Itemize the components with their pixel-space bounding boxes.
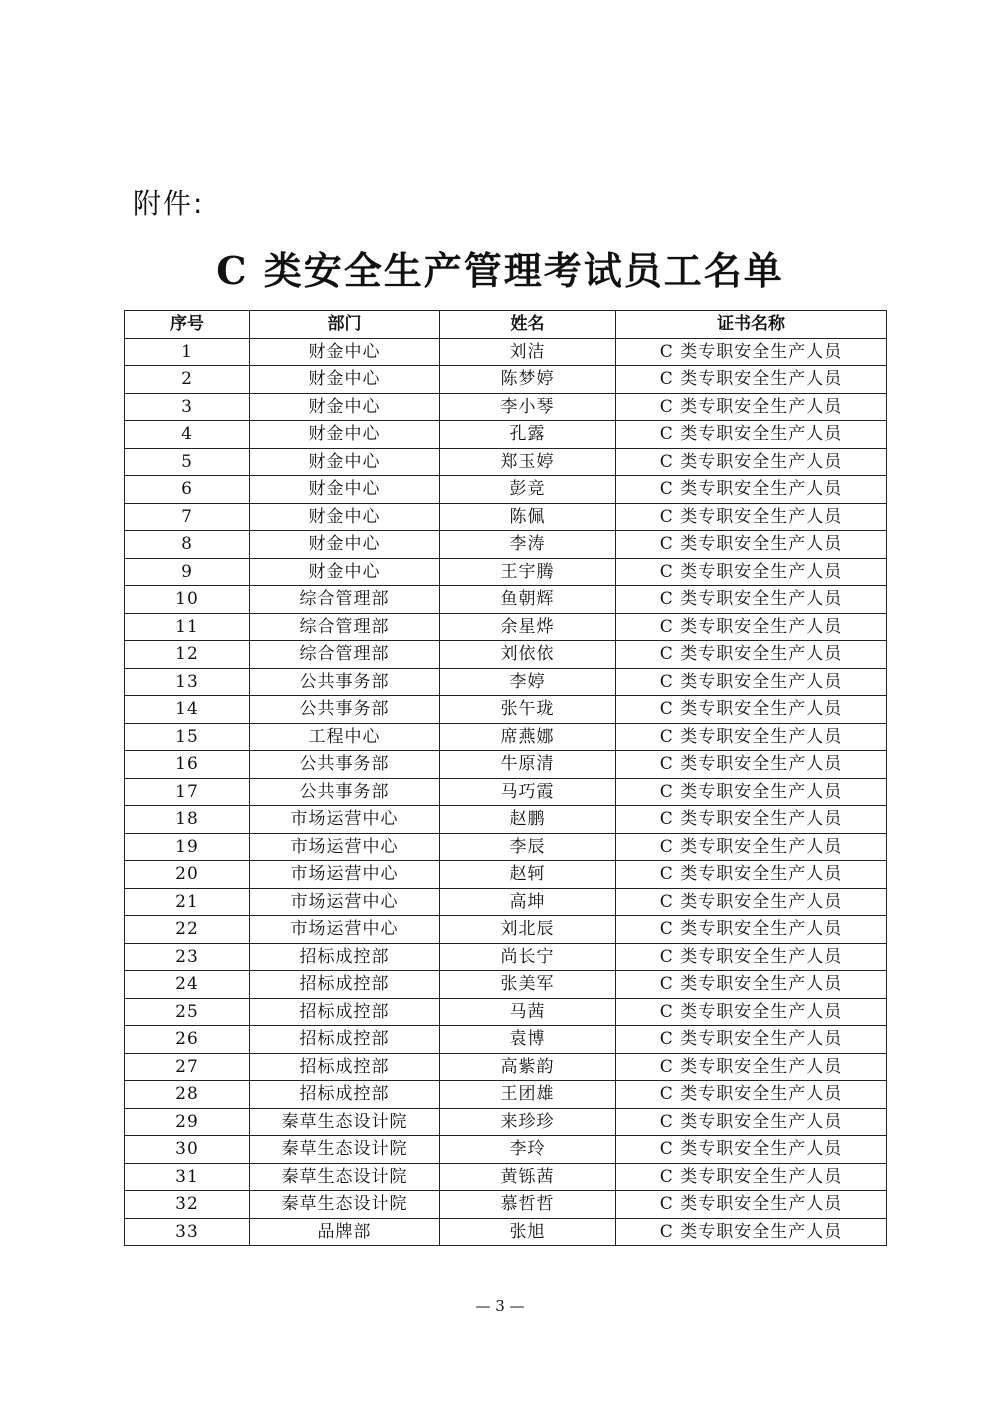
cell-name: 鱼朝辉 [440,586,616,614]
table-row [125,1108,887,1136]
cell-certificate: C 类专职安全生产人员 [616,833,887,861]
cell-certificate: C 类专职安全生产人员 [616,916,887,944]
cell-serial-number: 3 [125,393,250,421]
table-row [125,888,887,916]
page-number: — 3 — [475,1297,525,1315]
cell-name: 王团雄 [440,1081,616,1109]
cell-certificate: C 类专职安全生产人员 [616,1191,887,1219]
cell-certificate: C 类专职安全生产人员 [616,861,887,889]
cell-department: 市场运营中心 [250,916,440,944]
cell-certificate: C 类专职安全生产人员 [616,421,887,449]
cell-certificate: C 类专职安全生产人员 [616,668,887,696]
table-row [125,943,887,971]
table-row [125,448,887,476]
cell-name: 彭竞 [440,476,616,504]
table-row [125,1053,887,1081]
cell-name: 赵轲 [440,861,616,889]
cell-serial-number: 28 [125,1081,250,1109]
cell-name: 孔露 [440,421,616,449]
cell-department: 市场运营中心 [250,861,440,889]
cell-name: 张午珑 [440,696,616,724]
cell-name: 高紫韵 [440,1053,616,1081]
cell-serial-number: 16 [125,751,250,779]
cell-certificate: C 类专职安全生产人员 [616,971,887,999]
cell-department: 公共事务部 [250,778,440,806]
table-row [125,1026,887,1054]
table-row [125,641,887,669]
cell-certificate: C 类专职安全生产人员 [616,393,887,421]
cell-department: 品牌部 [250,1218,440,1246]
cell-certificate: C 类专职安全生产人员 [616,806,887,834]
header-serial-number: 序号 [125,311,250,339]
attachment-label: 附件: [133,187,205,220]
cell-certificate: C 类专职安全生产人员 [616,503,887,531]
cell-certificate: C 类专职安全生产人员 [616,1026,887,1054]
cell-certificate: C 类专职安全生产人员 [616,1163,887,1191]
cell-name: 马茜 [440,998,616,1026]
cell-certificate: C 类专职安全生产人员 [616,998,887,1026]
table-row [125,476,887,504]
cell-certificate: C 类专职安全生产人员 [616,613,887,641]
cell-name: 郑玉婷 [440,448,616,476]
cell-name: 高坤 [440,888,616,916]
table-row [125,778,887,806]
cell-serial-number: 32 [125,1191,250,1219]
table-row [125,1081,887,1109]
cell-serial-number: 13 [125,668,250,696]
cell-serial-number: 7 [125,503,250,531]
cell-name: 张旭 [440,1218,616,1246]
cell-department: 财金中心 [250,558,440,586]
cell-name: 马巧霞 [440,778,616,806]
cell-serial-number: 20 [125,861,250,889]
cell-name: 刘洁 [440,338,616,366]
cell-department: 招标成控部 [250,1026,440,1054]
cell-certificate: C 类专职安全生产人员 [616,1218,887,1246]
cell-serial-number: 6 [125,476,250,504]
cell-name: 刘依依 [440,641,616,669]
cell-name: 陈佩 [440,503,616,531]
cell-department: 秦草生态设计院 [250,1136,440,1164]
cell-department: 财金中心 [250,503,440,531]
cell-certificate: C 类专职安全生产人员 [616,1108,887,1136]
cell-department: 财金中心 [250,531,440,559]
table-row [125,558,887,586]
cell-department: 招标成控部 [250,943,440,971]
cell-serial-number: 18 [125,806,250,834]
cell-department: 财金中心 [250,448,440,476]
cell-name: 赵鹏 [440,806,616,834]
cell-name: 李小琴 [440,393,616,421]
cell-certificate: C 类专职安全生产人员 [616,1053,887,1081]
table-row [125,971,887,999]
header-certificate: 证书名称 [616,311,887,339]
cell-certificate: C 类专职安全生产人员 [616,696,887,724]
cell-name: 尚长宁 [440,943,616,971]
cell-name: 来珍珍 [440,1108,616,1136]
cell-serial-number: 31 [125,1163,250,1191]
table-row [125,751,887,779]
cell-name: 牛原清 [440,751,616,779]
cell-serial-number: 11 [125,613,250,641]
cell-serial-number: 15 [125,723,250,751]
cell-department: 财金中心 [250,338,440,366]
cell-department: 财金中心 [250,476,440,504]
cell-department: 公共事务部 [250,696,440,724]
cell-department: 招标成控部 [250,998,440,1026]
cell-certificate: C 类专职安全生产人员 [616,586,887,614]
cell-serial-number: 14 [125,696,250,724]
table-row [125,1163,887,1191]
table-body [125,338,887,1246]
cell-department: 招标成控部 [250,1053,440,1081]
cell-serial-number: 5 [125,448,250,476]
table-row [125,723,887,751]
cell-serial-number: 22 [125,916,250,944]
table-row [125,366,887,394]
table-header [125,311,887,339]
cell-name: 余星烨 [440,613,616,641]
cell-serial-number: 10 [125,586,250,614]
cell-certificate: C 类专职安全生产人员 [616,943,887,971]
header-row [125,311,887,339]
cell-name: 李辰 [440,833,616,861]
cell-certificate: C 类专职安全生产人员 [616,366,887,394]
cell-department: 秦草生态设计院 [250,1163,440,1191]
table-row [125,503,887,531]
cell-name: 李玲 [440,1136,616,1164]
table-row [125,338,887,366]
cell-department: 招标成控部 [250,971,440,999]
cell-serial-number: 9 [125,558,250,586]
cell-department: 工程中心 [250,723,440,751]
cell-department: 秦草生态设计院 [250,1108,440,1136]
cell-department: 市场运营中心 [250,888,440,916]
cell-department: 综合管理部 [250,613,440,641]
cell-certificate: C 类专职安全生产人员 [616,558,887,586]
cell-serial-number: 23 [125,943,250,971]
cell-certificate: C 类专职安全生产人员 [616,888,887,916]
cell-name: 张美军 [440,971,616,999]
cell-serial-number: 17 [125,778,250,806]
cell-certificate: C 类专职安全生产人员 [616,641,887,669]
table-row [125,1136,887,1164]
table-row [125,696,887,724]
cell-serial-number: 1 [125,338,250,366]
cell-department: 财金中心 [250,393,440,421]
table-row [125,861,887,889]
cell-department: 财金中心 [250,366,440,394]
cell-certificate: C 类专职安全生产人员 [616,338,887,366]
cell-name: 王宇腾 [440,558,616,586]
cell-department: 市场运营中心 [250,806,440,834]
cell-department: 公共事务部 [250,751,440,779]
cell-name: 黄铄茜 [440,1163,616,1191]
cell-department: 市场运营中心 [250,833,440,861]
cell-department: 财金中心 [250,421,440,449]
cell-serial-number: 4 [125,421,250,449]
table-row [125,421,887,449]
cell-serial-number: 21 [125,888,250,916]
cell-department: 综合管理部 [250,641,440,669]
table-row [125,833,887,861]
cell-certificate: C 类专职安全生产人员 [616,751,887,779]
cell-serial-number: 26 [125,1026,250,1054]
cell-serial-number: 27 [125,1053,250,1081]
table-row [125,668,887,696]
table-row [125,916,887,944]
employee-roster-table [124,310,887,1246]
cell-certificate: C 类专职安全生产人员 [616,1081,887,1109]
cell-serial-number: 30 [125,1136,250,1164]
cell-name: 袁博 [440,1026,616,1054]
table-row [125,806,887,834]
document-title: C 类安全生产管理考试员工名单 [216,248,784,293]
cell-name: 陈梦婷 [440,366,616,394]
cell-serial-number: 12 [125,641,250,669]
cell-serial-number: 19 [125,833,250,861]
cell-serial-number: 24 [125,971,250,999]
cell-serial-number: 25 [125,998,250,1026]
cell-certificate: C 类专职安全生产人员 [616,531,887,559]
cell-serial-number: 33 [125,1218,250,1246]
table-row [125,613,887,641]
cell-certificate: C 类专职安全生产人员 [616,723,887,751]
header-name: 姓名 [440,311,616,339]
table-row [125,586,887,614]
table-row [125,1191,887,1219]
cell-certificate: C 类专职安全生产人员 [616,778,887,806]
cell-name: 李婷 [440,668,616,696]
cell-department: 公共事务部 [250,668,440,696]
table-row [125,531,887,559]
table-row [125,1218,887,1246]
table-row [125,998,887,1026]
cell-certificate: C 类专职安全生产人员 [616,1136,887,1164]
table-row [125,393,887,421]
cell-certificate: C 类专职安全生产人员 [616,448,887,476]
cell-name: 慕哲哲 [440,1191,616,1219]
cell-department: 综合管理部 [250,586,440,614]
cell-serial-number: 2 [125,366,250,394]
header-department: 部门 [250,311,440,339]
cell-serial-number: 8 [125,531,250,559]
cell-name: 李涛 [440,531,616,559]
cell-serial-number: 29 [125,1108,250,1136]
cell-certificate: C 类专职安全生产人员 [616,476,887,504]
cell-name: 席燕娜 [440,723,616,751]
cell-name: 刘北辰 [440,916,616,944]
cell-department: 招标成控部 [250,1081,440,1109]
cell-department: 秦草生态设计院 [250,1191,440,1219]
